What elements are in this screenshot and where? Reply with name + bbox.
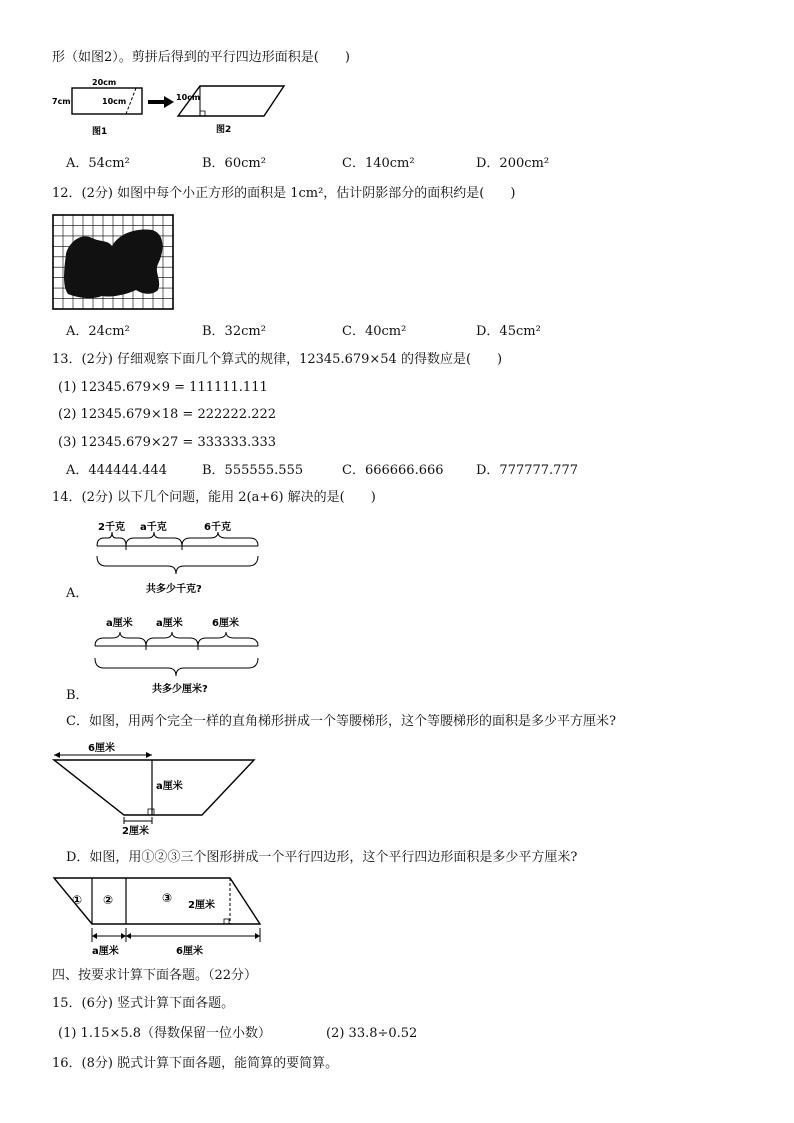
q13-line-3: (3) 12345.679×27 = 333333.333	[58, 435, 277, 450]
q12-option-b[interactable]: B．32cm²	[202, 324, 266, 339]
q16-text: 16．(8分) 脱式计算下面各题，能简算的要简算。	[52, 1056, 339, 1071]
q13-option-d[interactable]: D．777777.777	[476, 463, 578, 478]
q12-option-a[interactable]: A．24cm²	[66, 324, 130, 339]
right-angle-mark	[224, 919, 229, 924]
right-angle-mark	[148, 809, 154, 815]
q14-option-c-text[interactable]: C．如图，用两个完全一样的直角梯形拼成一个等腰梯形，这个等腰梯形的面积是多少平方厘米?	[66, 714, 616, 729]
q14-option-d-figure	[52, 876, 267, 960]
label-2cm: 2厘米	[122, 826, 149, 837]
fig1-cut-line	[126, 88, 136, 114]
q14-option-d-text[interactable]: D．如图，用①②③三个图形拼成一个平行四边形，这个平行四边形面积是多少平方厘米?	[66, 850, 578, 865]
isosceles-trapezoid	[54, 760, 254, 815]
q14-option-b-letter[interactable]: B．	[66, 688, 89, 703]
fig2-left-label: 10cm	[176, 93, 201, 102]
q12-text: 12．(2分) 如图中每个小正方形的面积是 1cm²，估计阴影部分的面积约是( )	[52, 186, 516, 201]
q12-option-c[interactable]: C．40cm²	[342, 324, 407, 339]
label-6cm: 6厘米	[176, 946, 203, 957]
fig1-top-label: 20cm	[92, 78, 117, 87]
piece-1-label: ①	[72, 893, 83, 907]
q11-text: 形（如图2）。剪拼后得到的平行四边形面积是( )	[52, 50, 350, 65]
piece-2-label: ②	[103, 893, 114, 907]
label-6cm: 6厘米	[88, 743, 115, 754]
brace-bottom	[95, 658, 258, 676]
q13-option-c[interactable]: C．666666.666	[342, 463, 444, 478]
q14-option-a-letter[interactable]: A．	[66, 586, 89, 601]
q11-option-c[interactable]: C．140cm²	[342, 156, 415, 171]
q13-line-2: (2) 12345.679×18 = 222222.222	[58, 407, 277, 422]
q13-text: 13．(2分) 仔细观察下面几个算式的规律，12345.679×54 的得数应是( )	[52, 352, 503, 367]
label-2cm: 2厘米	[188, 900, 215, 911]
q13-line-1: (1) 12345.679×9 = 111111.111	[58, 380, 268, 395]
q13-option-a[interactable]: A．444444.444	[66, 463, 167, 478]
q12-option-d[interactable]: D．45cm²	[476, 324, 541, 339]
fig2-right-angle	[200, 111, 205, 116]
label-acm: a厘米	[156, 781, 183, 792]
q13-option-b[interactable]: B．555555.555	[202, 463, 304, 478]
label-acm-2: a厘米	[156, 618, 183, 629]
brace-top-2	[126, 532, 182, 546]
q14-option-c-figure	[52, 738, 262, 838]
label-acm: a厘米	[92, 946, 119, 957]
brace-bottom	[97, 556, 258, 574]
label-akg: a千克	[140, 522, 167, 533]
fig1-left-label: 7cm	[52, 97, 71, 106]
q11-option-a[interactable]: A．54cm²	[66, 156, 130, 171]
q11-option-b[interactable]: B．60cm²	[202, 156, 266, 171]
fig1-mid-label: 10cm	[102, 97, 127, 106]
fig2-caption: 图2	[216, 125, 232, 135]
q11-figure	[52, 74, 292, 140]
q14-text: 14．(2分) 以下几个问题，能用 2(a+6) 解决的是( )	[52, 490, 376, 505]
label-total-cm: 共多少厘米?	[152, 684, 208, 695]
brace-top-3	[182, 532, 258, 546]
section-4-title: 四、按要求计算下面各题。（22分）	[52, 968, 258, 983]
q12-grid-figure	[52, 214, 174, 310]
label-6kg: 6千克	[204, 522, 231, 533]
brace-top-2	[146, 632, 198, 646]
label-acm-1: a厘米	[106, 618, 133, 629]
piece-3-label: ③	[162, 891, 173, 905]
arrow-head	[164, 96, 174, 108]
brace-top-1	[97, 532, 126, 546]
q14-option-a-figure	[92, 516, 262, 598]
q14-option-b-figure	[92, 612, 262, 698]
brace-top-1	[95, 632, 146, 646]
brace-top-3	[198, 632, 258, 646]
fig1-caption: 图1	[92, 127, 108, 137]
q15-item-1: (1) 1.15×5.8（得数保留一位小数）	[58, 1026, 272, 1041]
q11-option-d[interactable]: D．200cm²	[476, 156, 550, 171]
label-6cm: 6厘米	[212, 618, 239, 629]
label-2kg: 2千克	[98, 522, 125, 533]
q15-text: 15．(6分) 竖式计算下面各题。	[52, 996, 235, 1011]
parallelogram-outline	[54, 878, 260, 924]
q15-item-2: (2) 33.8÷0.52	[326, 1026, 418, 1041]
label-total-kg: 共多少千克?	[146, 584, 202, 595]
